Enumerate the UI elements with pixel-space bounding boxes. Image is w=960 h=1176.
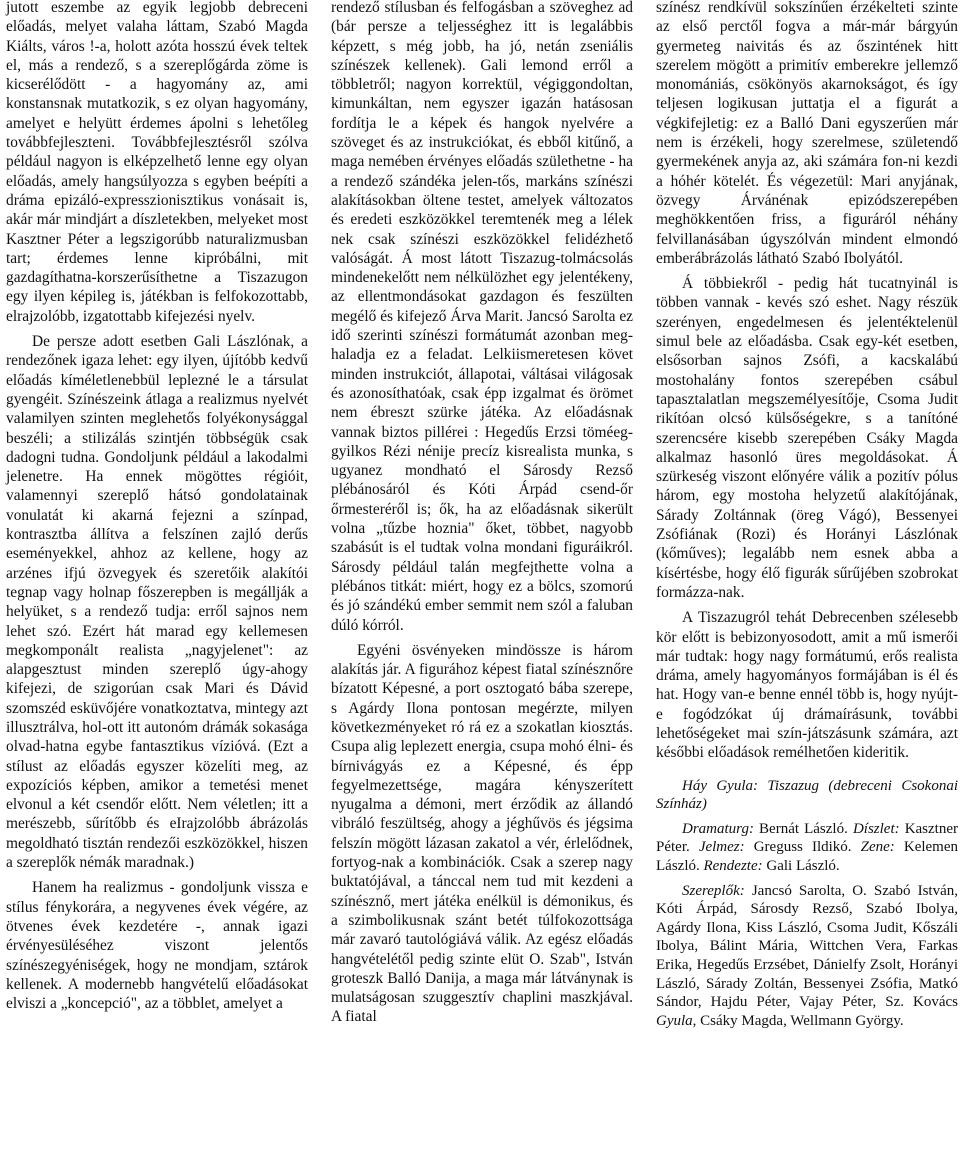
cast-label: Szereplők: [682,882,745,899]
credits-crew [656,820,958,876]
credit-value: Kelemen László. [656,839,958,874]
paragraph: A Tiszazugról tehát Debrecenben szélesebb kör előtt is bebizonyosodott, amit a mű ismerői már tudtak: hogy nagy formátumú, erős realista dráma, amely hagyományos formájában is él és hat. Hogy van-e benne ennél több is, hogy nyújt-e fogódzókat új drámaírásunk, további lehetőségeket mai szín-játszásunk számára, azt későbbi előadások remélhetően kideritik. [656,609,958,762]
credit-value: Greguss Ildikó. [744,839,861,856]
credit-value: Gali László. [762,857,840,874]
paragraph: De persze adott esetben Gali Lászlónak, a rendezőnek igaza lehet: egy ilyen, újítóbb kedvű előadás kíméletlenebbül leplezné le a társulat gyengéit. Színészeink átlaga a realizmus nyelvét valamilyen szinten meglehetős folyékonysággal beszéli; a stilizálás szintjén többségük csak dadogni tudna. Gondoljunk például a lakodalmi jelenetre. Ha ennek mögöttes régióit, valamennyi szereplő hátsó gondolatainak vonulatát ki akarná fejezni a színpad, kontrasztba állítva a felszínen zajló derűs eseményekkel, ahhoz az kellene, hogy az arzénes ifjú özvegyek és szeretőik alakítói tegnap vagy holnap főszerepben is megállják a helyüket, s a rendező tudja: erről sajnos nem lehet szó. Ezért hát marad egy kellemesen megkomponált realista „nagyjelenet": az alapgesztust minden szereplő úgy-ahogy kifejezi, de szigorúan csak Mari és Dávid szomszéd esküvőjére vonatkoztatva, mintegy azt illusztrálva, hol-ott itt autonóm drámák sokasága olvad-hatna egybe fantasztikus vízióvá. (Ezt a stílust az előadás egyszer közelíti meg, az expozíciós képben, amikor a temetési menet elvonul a két csendőr előtt. Nem véletlen; itt a merészebb, sűrítőbb és eIrajzolóbb ábrázolás megoldható tisztán rendezői eszközökkel, hiszen a szereplők némák maradnak.) [6,333,308,872]
credit-label: Jelmez: [698,839,745,856]
credits-cast [656,882,958,1031]
paragraph: jutott eszembe az egyik legjobb debreceni előadás, melyet valaha láttam, Szabó Magda Kiálts, város !-a, holott azóta hosszú évek teltek el, más a rendező, s a szereplőgárda zöme is kicserélődött - a hagyomány az, ami konstansnak mutatkozik, s ez olyan hagyomány, amelyet e helyütt érdemes ápolni s lehetőleg továbbfejleszteni. Továbbfejlesztésről szólva például nagyon is elképzelhető lenne egy olyan előadás, amely hangsúlyozza s egyben beépíti a dráma epizáló-expresszionisztikus vonásait is, akár már mindjárt a díszletekben, melyeket most Kasztner Péter a legszigorúbb naturalizmusban tart; érdemes lenne kipróbálni, mit gazdagíthatna-korszerűsíthetne a Tiszazugon egy ilyen képileg is, játékban is felfokozottabb, elrajzolóbb, izgatottabb kifejezési nyelv. [6,0,308,325]
credits-header [656,777,958,814]
paragraph: Egyéni ösvényeken mindössze is három alakítás jár. A figurához képest fiatal színésznőre bízatott Képesné, a port osztogató bába szerepe, s Agárdy Ilona pontosan megérzte, milyen következményeket ró rá ez a szokatlan kiosztás. Csupa alig leplezett energia, csupa mohó élni- és bírnivágyás ez a Képesné, és épp fegyelmezettsége, magára kényszerített nyugalma a démoni, mert érződik az állandó vibráló feszültség, ahogy a jéghűvös és jégsima felszín mögött lázasan zakatol a vér, érlelődnek, fortyog-nak a kombinációk. Csak a szerep nagy buktatójával, a tánccal nem tud mit kezdeni a színésznő, mert játéka enélkül is démonikus, és a szimbolikusnak szánt betét túlfokozottsága már zavaró tautológiává válik. Az egész előadás hangvételétől pedig szinte elüt O. Szab", István groteszk Balló Danija, a maga már látványnak is mulatságosan szuggesztív chaplini maszkjával. A fiatal [331,641,633,1026]
credit-label: Zene: [860,839,895,856]
credits-header-text: Háy Gyula: Tiszazug (debreceni Csokonai Színház) [656,777,958,813]
cast-list: Jancsó Sarolta, O. Szabó István, Kóti Árpád, Sárosdy Rezső, Szabó Ibolya, Agárdy Ilona, Kiss László, Csoma Judit, Kőszáli Ibolya, Bálint Mária, Wittchen Vera, Farkas Erika, Hegedűs Erzsébet, Dánielfy Zsolt, Horányi László, Sárady Zoltán, Bessenyei Zsófia, Matkó Sándor, Hajdu Péter, Vajay Péter, Sz. Kovács [656,882,958,1011]
credit-label: Dramaturg: [682,820,754,837]
credit-value: Kasztner Péter. [656,820,959,856]
paragraph: Á többiekről - pedig hát tucatnyinál is többen vannak - kevés szó eshet. Nagy részük szerényen, engedelmesen és jelentéktelenül simul bele az előadásba. Csak egy-két esetben, elsősorban sajnos Zsófi, a kacskalábú mostohalány fontos szerepében csábul tapasztalatlan megszemélyesítője, Csoma Judit rikítóan olcsó külsőségekre, s a tanítóné szerencsére kisebb szerepében Csáky Magda alkalmaz hasonló üres megoldásokat. Á szürkeség viszont előnyére válik a pozitív pólus három, egy mostoha helyzetű alakítójának, Sárady Zoltánnak (öreg Vágó), Bessenyei Zsófiának (Rozi) és Horányi Lászlónak (kőműves); legalább nem esnek abba a kísértésbe, hogy élő figurák sűrűjében szobrokat formázza-nak. [656,275,958,601]
column-right [656,0,958,1176]
column-left [6,0,308,1176]
paragraph: rendező stílusban és felfogásban a szöveghez ad (bár persze a teljességhez itt is legalábbis képzett, s még jobb, ha jó, netán zseniális színészek kellenek). Gali lemond erről a többletről; nagyon korrektül, végiggondoltan, kimunkáltan, nem egyszer igazán hatásosan fordítja le a képek és hangok nyelvére a szöveget és az instrukciókat, és ebből kitűnő, a maga nemében érvényes előadás születhetne - ha a rendező szándéka jelen-tős, markáns színészi alakításokban öltene testet, amelyek változatos és eredeti eszközökkel teremtenék meg a lélek nek csak színészi eszközökkel felidézhető valóságát. Á most látott Tiszazug-tolmácsolás mindenekelőtt nem nélkülözhet egy jelentékeny, az ellentmondásokat gazdagon és feszülten megélő és kifejező Árva Marit. Jancsó Sarolta ez idő szerinti színészi formátumát azonban meg-haladja ez a feladat. Lelkiismeretesen követ minden instrukciót, állapotai, váltásai világosak és azonosíthatóak, csak épp izgalmat és örömet nem ébreszt szürke játéka. Az előadásnak vannak biztos pillérei : Hegedűs Erzsi töméeg-gyilkos Rézi nénije precíz kisrealista munka, s ugyanez mondható el Sárosdy Rezső plébánosáról és Kóti Árpád csend-őr őrmesteréről is; ők, ha az előadásnak sikerült volna „tűzbe hoznia" őket, többet, nagyobb szabásút is el tudtak volna mondani figuráikról. Sárosdy például talán megfejthette volna a plébános titkát: miért, hogy ez a bölcs, szomorú és jó szándékú ember semmit nem szól a faluban dúló kórról. [331,0,633,634]
credit-value: Bernát László. [753,820,853,837]
column-middle [331,0,633,1176]
cast-list-italic: Gyula [656,1012,693,1029]
paragraph: színész rendkívül sokszínűen érzékelteti szinte az első perctől fogva a már-már bárgyún gyermeteg naivitás és az őszintének hitt szerelem mögött a primitív emberekre jellemző monomániás, csökönyös akarnokságot, és így teljesen logikusan juttatja el a figurát a végkifejletig: ez a Balló Dani egyszerűen már nem is érzékeli, hogy szerelmese, születendő gyermekének anyja az, aki számára fon-ni kezdi a hóhér kötelét. És végezetül: Mari anyjának, özvegy Árvánénak epizódszerepében meghökkentően friss, a figuráról néhány felvillanásában úgyszólván mindent elmondó emberábrázolás látható Szabó Ibolyától. [656,0,958,267]
paragraph: Hanem ha realizmus - gondoljunk vissza e stílus fénykorára, a negyvenes évek végére, az ötvenes évek kezdetére -, annak igazi érvényesüléséhez viszont jelentős színészegyéniségek, hogy ne mondjam, sztárok kellenek. A modernebb hangvételű előadásokat elviszi a „koncepció", az a többlet, amelyet a [6,879,308,1013]
cast-list-end: , Csáky Magda, Wellmann György. [692,1012,904,1029]
credit-label: Rendezte: [703,857,763,874]
production-credits [656,777,958,1031]
credit-label: Díszlet: [852,820,900,837]
